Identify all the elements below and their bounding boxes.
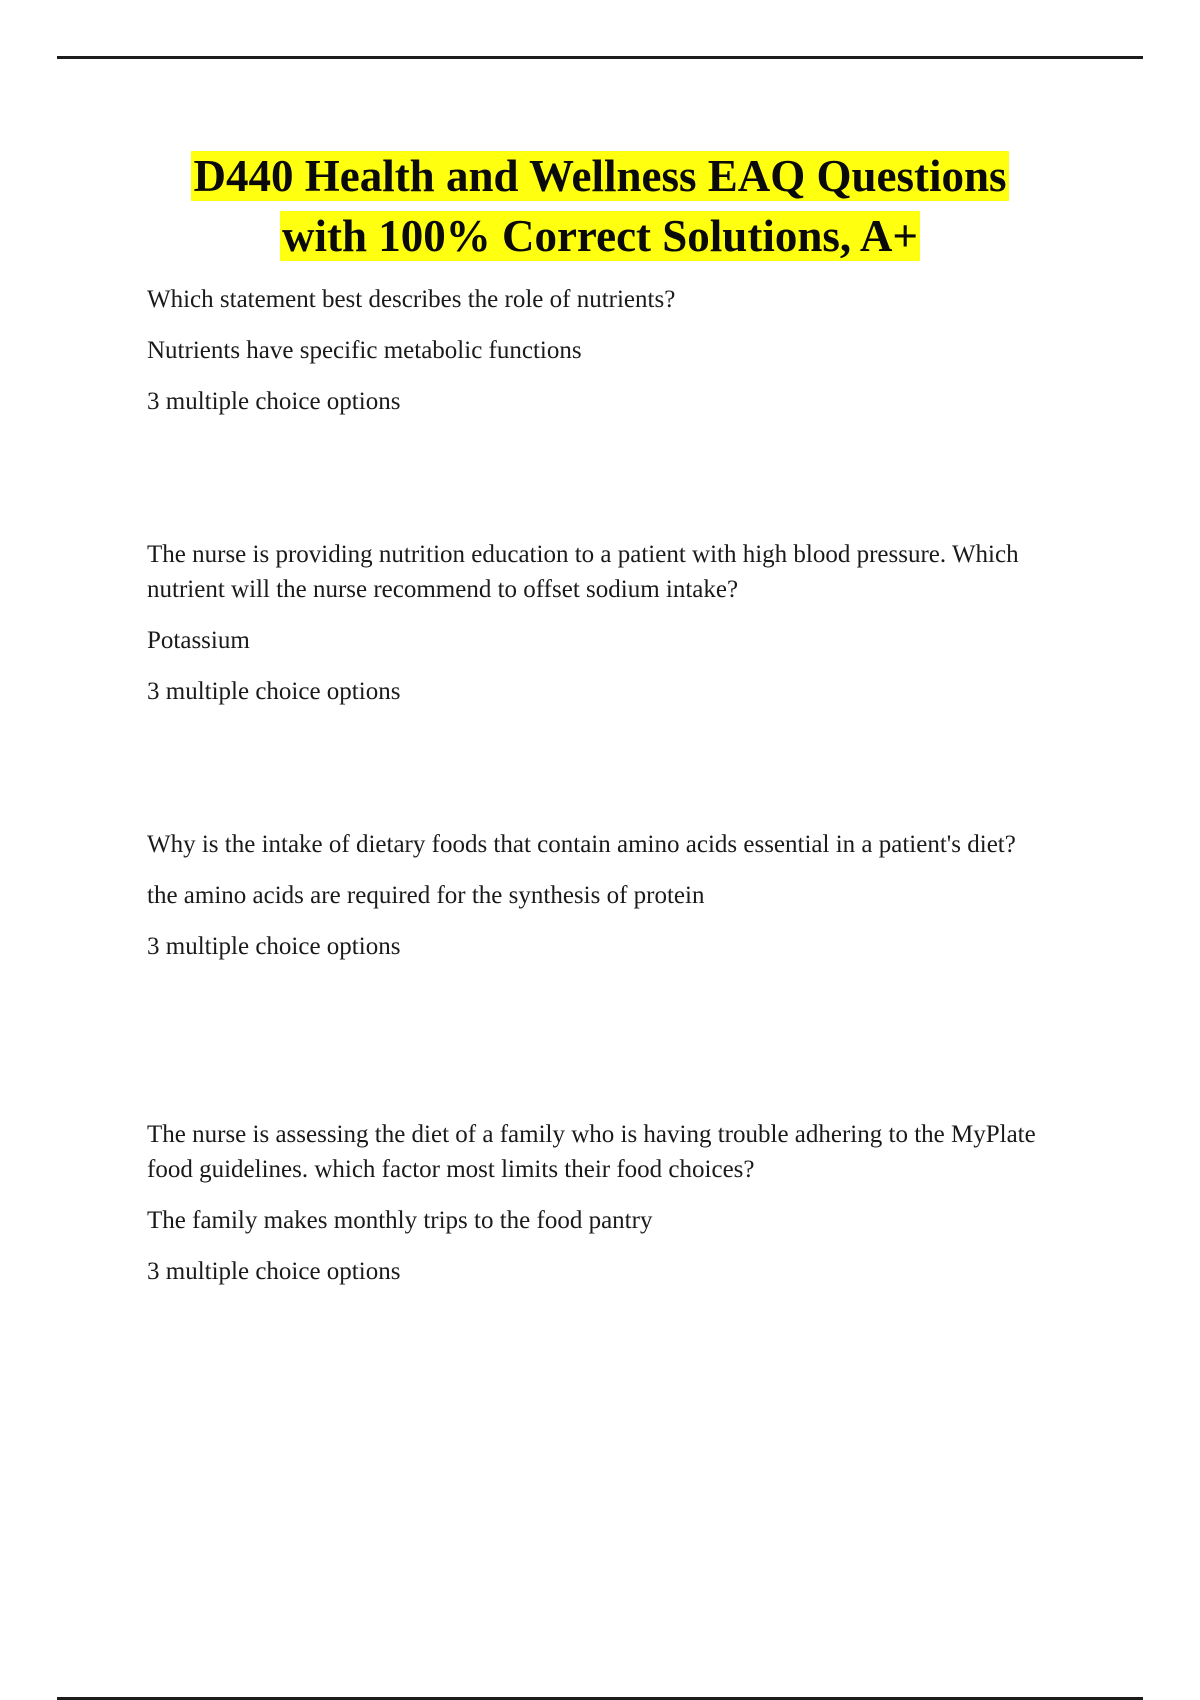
question-item-4 xyxy=(147,1117,1082,1289)
document-title xyxy=(0,146,1200,266)
question-text: The nurse is providing nutrition education to a patient with high blood pressure. Which nutrient will the nurse recommend to offset sodium intake? xyxy=(147,541,1019,603)
answer-text: the amino acids are required for the synthesis of protein xyxy=(147,882,705,909)
title-line-1: D440 Health and Wellness EAQ Questions xyxy=(193,151,1007,201)
options-note: 3 multiple choice options xyxy=(147,678,401,705)
question-text: The nurse is assessing the diet of a family who is having trouble adhering to the MyPlate food guidelines. which factor most limits their food choices? xyxy=(147,1121,1036,1183)
question-item-1 xyxy=(147,282,1082,419)
options-note: 3 multiple choice options xyxy=(147,1258,401,1285)
title-line-2: with 100% Correct Solutions, A+ xyxy=(281,211,919,261)
question-text: Why is the intake of dietary foods that contain amino acids essential in a patient's diet? xyxy=(147,831,1016,858)
answer-text: Nutrients have specific metabolic functions xyxy=(147,337,582,364)
options-note: 3 multiple choice options xyxy=(147,388,401,415)
options-note: 3 multiple choice options xyxy=(147,933,401,960)
answer-text: The family makes monthly trips to the food pantry xyxy=(147,1207,653,1234)
question-item-2 xyxy=(147,537,1082,709)
header-rule xyxy=(57,56,1143,59)
question-item-3 xyxy=(147,827,1082,964)
question-text: Which statement best describes the role of nutrients? xyxy=(147,286,676,313)
answer-text: Potassium xyxy=(147,627,250,654)
